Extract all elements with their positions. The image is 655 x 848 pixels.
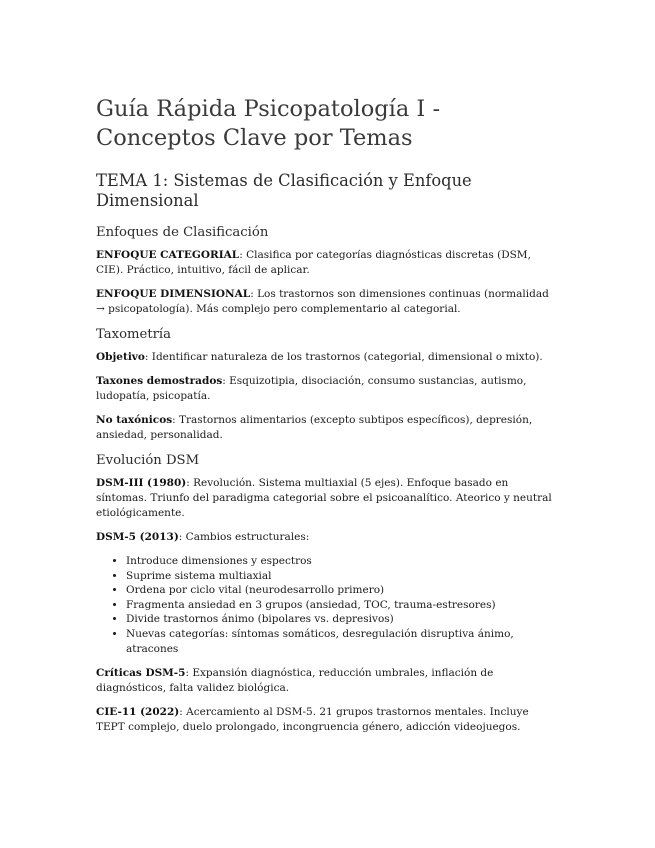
paragraph-cie11: [96, 705, 559, 735]
term-text: : Clasifica por categorías diagnósticas discretas (DSM, CIE). Práctico, intuitivo, fácil de aplicar.: [96, 249, 531, 276]
list-item: • Divide trastornos ánimo (bipolares vs. depresivos): [126, 612, 559, 627]
term-text: : Cambios estructurales:: [178, 531, 310, 543]
term-label: DSM-III (1980): [96, 477, 187, 489]
subsection-heading-taxometria: Taxometría: [96, 327, 172, 342]
section-heading-tema1: TEMA 1: Sistemas de Clasificación y Enfoque Dimensional: [96, 171, 472, 210]
subsection-heading-evolucion: Evolución DSM: [96, 453, 200, 468]
term-text: : Los trastornos son dimensiones continuas (normalidad → psicopatología). Más complejo pero complementario al categorial.: [96, 288, 549, 315]
term-label: DSM-5 (2013): [96, 531, 179, 543]
list-item: • Suprime sistema multiaxial: [126, 569, 559, 584]
term-label: Objetivo: [96, 351, 145, 363]
term-text: : Revolución. Sistema multiaxial (5 ejes). Enfoque basado en síntomas. Triunfo del paradigma categorial sobre el psicoanalítico. Ateorico y neutral etiológicamente.: [96, 477, 552, 519]
term-label: No taxónicos: [96, 414, 173, 426]
list-item: • Nuevas categorías: síntomas somáticos, desregulación disruptiva ánimo, atracones: [126, 627, 559, 656]
paragraph-enfoque-categorial: [96, 248, 559, 278]
paragraph-objetivo: [96, 350, 559, 365]
subsection-heading-enfoques: Enfoques de Clasificación: [96, 225, 269, 240]
term-text: : Expansión diagnóstica, reducción umbrales, inflación de diagnósticos, falta validez biológica.: [96, 667, 494, 695]
term-text: : Esquizotipia, disociación, consumo sustancias, autismo, ludopatía, psicopatía.: [96, 375, 527, 402]
paragraph-enfoque-dimensional: [96, 287, 559, 317]
paragraph-no-taxonicos: [96, 413, 559, 443]
term-label: ENFOQUE CATEGORIAL: [96, 249, 240, 261]
term-label: Críticas DSM-5: [96, 667, 186, 680]
term-label: Taxones demostrados: [96, 375, 223, 387]
term-label: ENFOQUE DIMENSIONAL: [96, 288, 251, 300]
term-text: : Acercamiento al DSM-5. 21 grupos trastornos mentales. Incluye TEPT complejo, duelo prolongado, incongruencia género, adicción videojuegos.: [96, 706, 529, 734]
paragraph-taxones: [96, 374, 559, 404]
dsm5-changes-list: [96, 554, 559, 656]
list-item: • Ordena por ciclo vital (neurodesarrollo primero): [126, 583, 559, 598]
list-item: • Introduce dimensiones y espectros: [126, 554, 559, 569]
paragraph-dsm5: [96, 530, 559, 545]
term-text: : Trastornos alimentarios (excepto subtipos específicos), depresión, ansiedad, personalidad.: [96, 414, 533, 441]
list-item: • Fragmenta ansiedad en 3 grupos (ansiedad, TOC, trauma-estresores): [126, 598, 559, 613]
document-title: Guía Rápida Psicopatología I - Conceptos Clave por Temas: [96, 96, 441, 151]
term-label: CIE-11 (2022): [96, 706, 180, 719]
paragraph-criticas-dsm5: [96, 666, 559, 696]
paragraph-dsm3: [96, 476, 559, 521]
term-text: : Identificar naturaleza de los trastornos (categorial, dimensional o mixto).: [144, 351, 543, 363]
